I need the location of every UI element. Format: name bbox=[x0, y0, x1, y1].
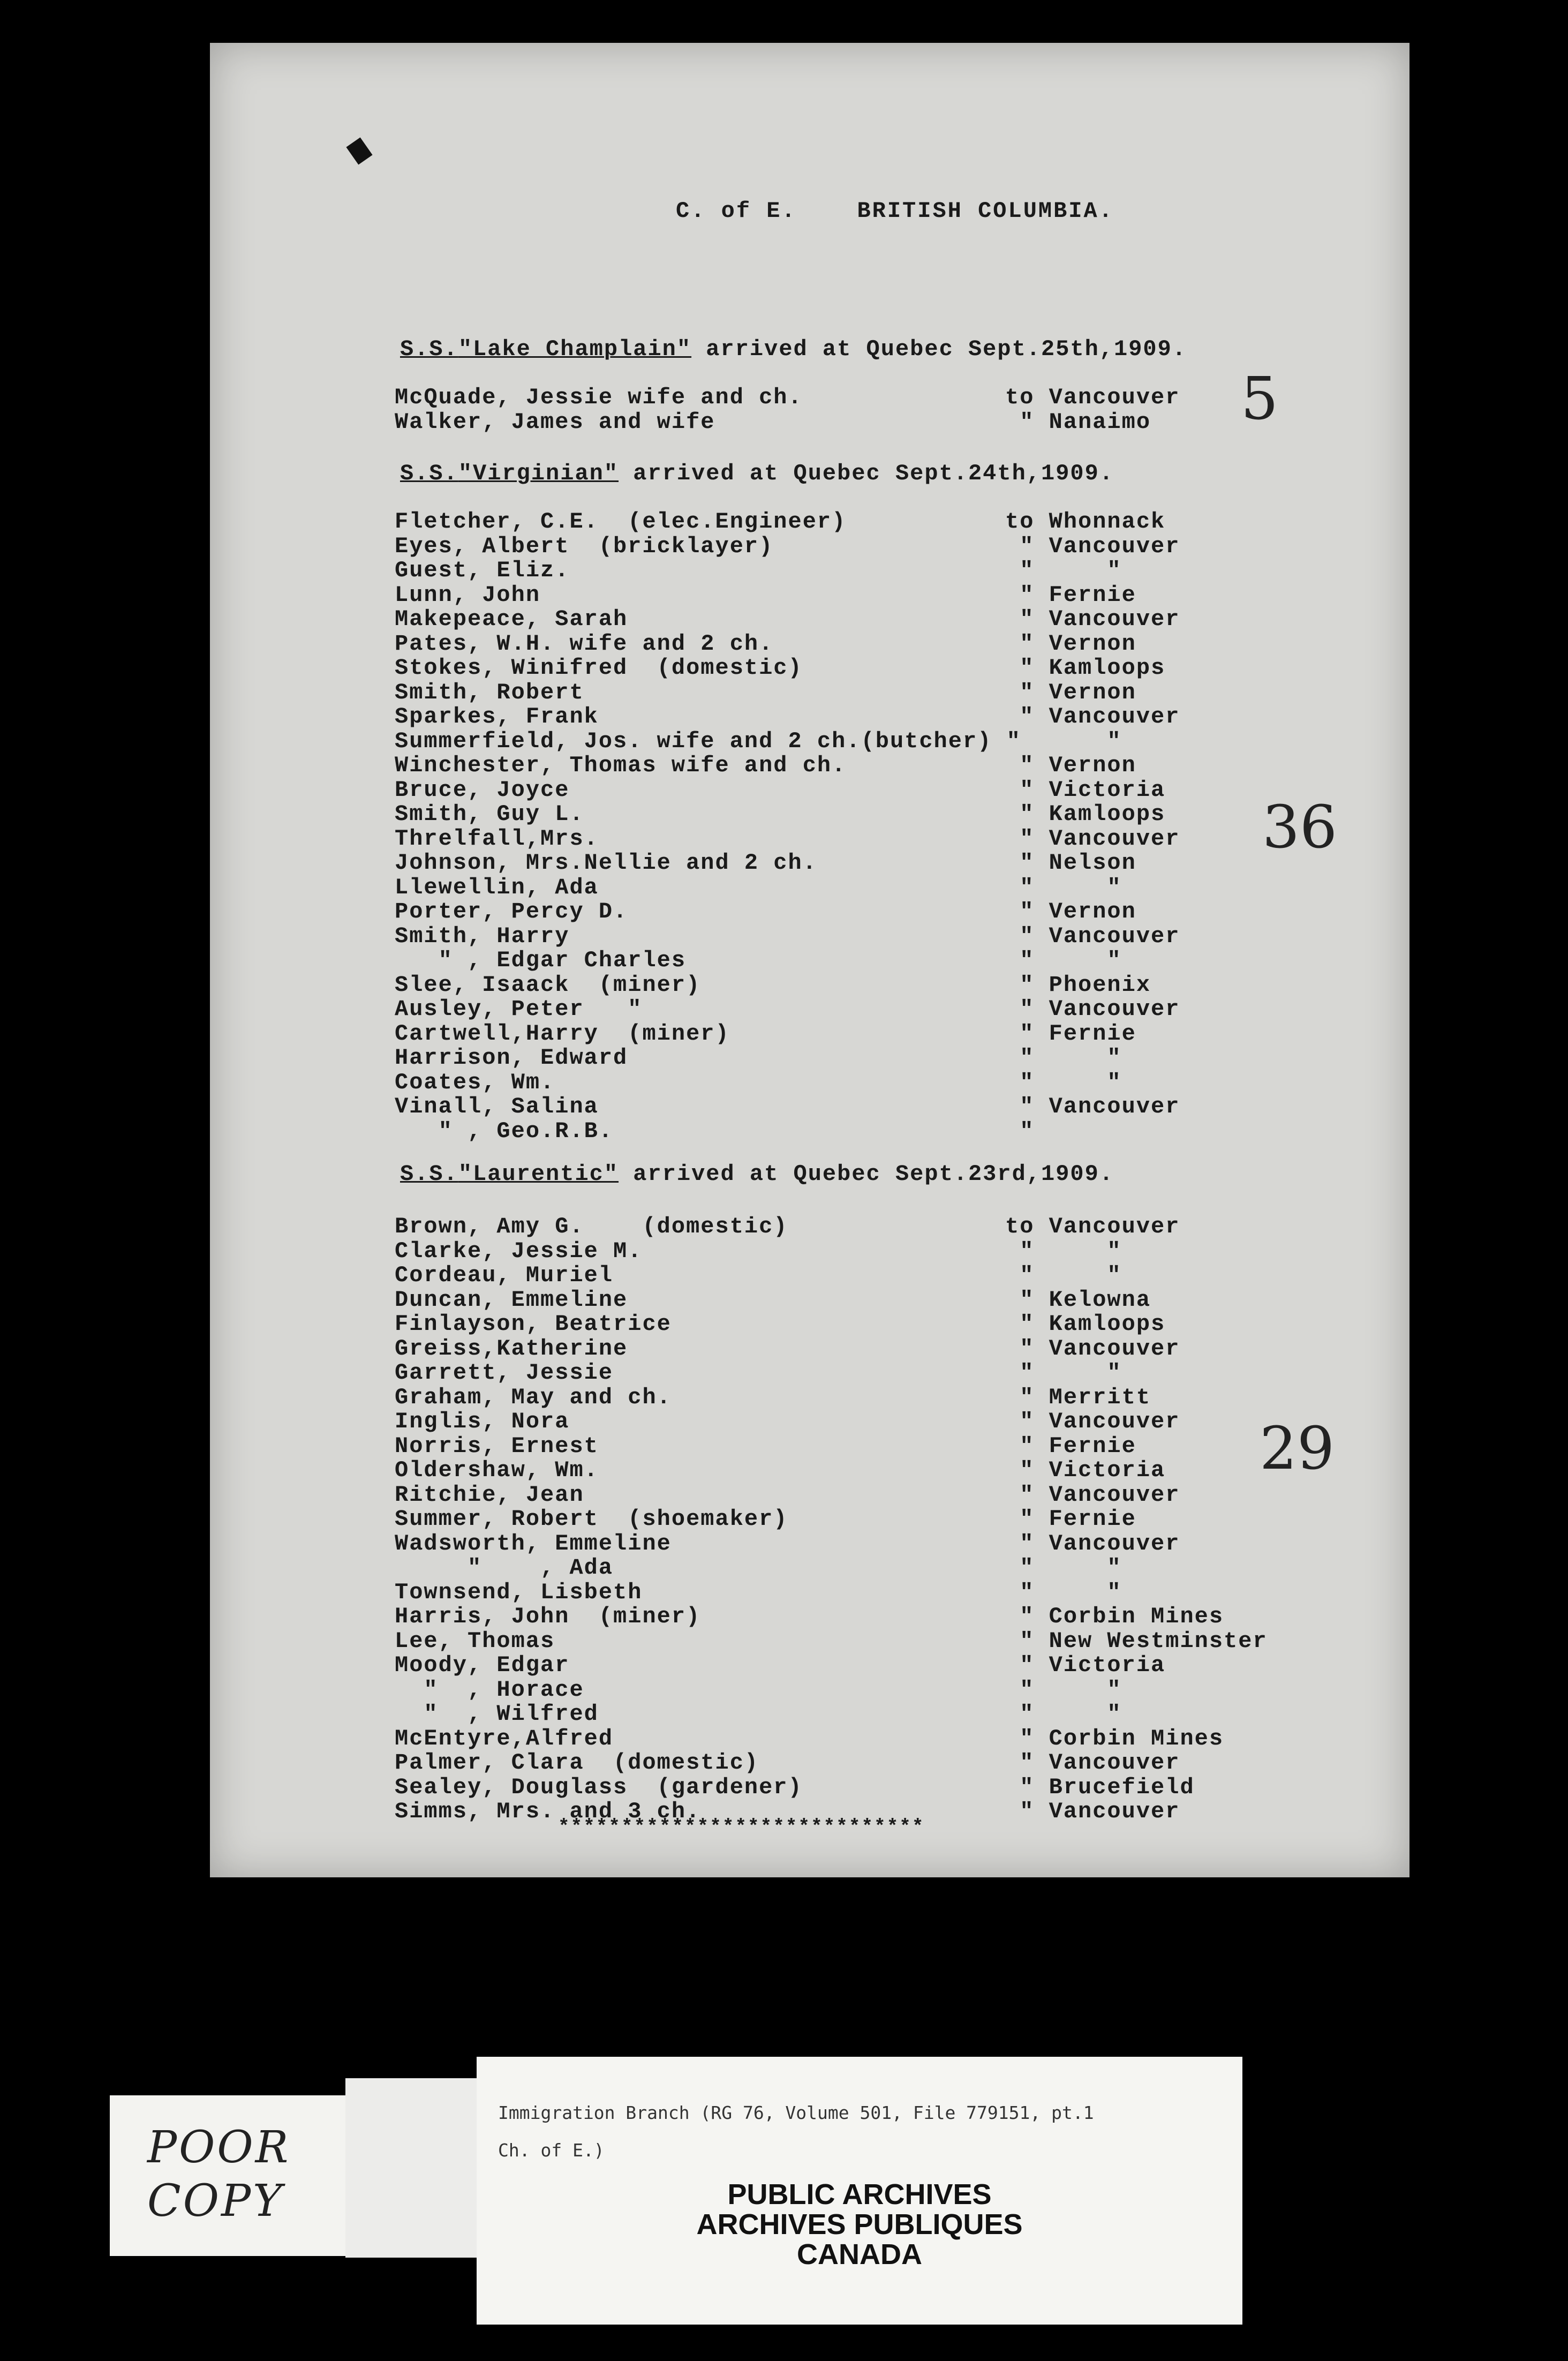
passenger-name: McEntyre,Alfred bbox=[395, 1725, 614, 1751]
passenger-name: " , Geo.R.B. bbox=[395, 1118, 614, 1144]
passenger-destination: " Vernon bbox=[1005, 753, 1136, 778]
passenger-destination: " Kamloops bbox=[1005, 1311, 1166, 1337]
passenger-destination: " Kelowna bbox=[1005, 1287, 1151, 1313]
poor-copy-card bbox=[110, 2095, 345, 2256]
passenger-destination: " Brucefield bbox=[1005, 1774, 1195, 1800]
passenger-destination: " " bbox=[1005, 1579, 1122, 1605]
passenger-destination: " Phoenix bbox=[1005, 972, 1151, 998]
passenger-name: Sparkes, Frank bbox=[395, 704, 599, 730]
poor-copy-line1: POOR bbox=[147, 2122, 291, 2173]
passenger-name: Summer, Robert (shoemaker) bbox=[395, 1506, 788, 1532]
archive-name-fr: ARCHIVES PUBLIQUES bbox=[696, 2208, 1023, 2240]
passenger-name: Simms, Mrs. and 3 ch. bbox=[395, 1799, 701, 1824]
poor-copy-line2: COPY bbox=[147, 2176, 284, 2227]
passenger-name: Sealey, Douglass (gardener) bbox=[395, 1774, 803, 1800]
passenger-destination: " Vancouver bbox=[1005, 1799, 1180, 1824]
passenger-destination: " Vancouver bbox=[1005, 1335, 1180, 1362]
passenger-destination: " " bbox=[1005, 1262, 1122, 1288]
passenger-destination: " " bbox=[1005, 1676, 1122, 1703]
handwritten-count: 5 bbox=[1241, 364, 1278, 433]
ship-arrival: arrived at Quebec Sept.24th,1909. bbox=[619, 461, 1114, 486]
ship-arrival: arrived at Quebec Sept.25th,1909. bbox=[691, 336, 1187, 362]
destinations-lake-champlain bbox=[1005, 386, 1180, 434]
passenger-destination: " Victoria bbox=[1005, 777, 1166, 803]
passenger-destination: " Vernon bbox=[1005, 630, 1136, 657]
passenger-name: Johnson, Mrs.Nellie and 2 ch. bbox=[395, 850, 817, 876]
reference-line2: Ch. of E.) bbox=[498, 2140, 605, 2161]
passenger-names-lake-champlain bbox=[395, 386, 803, 434]
passenger-name: McQuade, Jessie wife and ch. bbox=[395, 385, 803, 410]
passenger-name: Winchester, Thomas wife and ch. bbox=[395, 753, 847, 778]
passenger-name: Eyes, Albert (bricklayer) bbox=[395, 533, 774, 559]
destinations-laurentic bbox=[1005, 1215, 1268, 1824]
passenger-destination: " Vancouver bbox=[1005, 1094, 1180, 1119]
ship-name: "Laurentic" bbox=[458, 1161, 619, 1187]
destinations-virginian bbox=[1005, 510, 1180, 1144]
passenger-name: Harrison, Edward bbox=[395, 1045, 628, 1071]
passenger-destination: " Fernie bbox=[1005, 1506, 1136, 1532]
passenger-name: Ausley, Peter " bbox=[395, 996, 643, 1022]
handwritten-count: 36 bbox=[1262, 793, 1337, 861]
passenger-destination: " Vancouver bbox=[1005, 996, 1180, 1022]
passenger-destination: " Victoria bbox=[1005, 1457, 1166, 1483]
passenger-destination: " Vancouver bbox=[1005, 1409, 1180, 1434]
passenger-destination: " Kamloops bbox=[1005, 801, 1166, 827]
passenger-destination: " Kamloops bbox=[1005, 655, 1166, 681]
passenger-destination: " " bbox=[1005, 558, 1122, 583]
passenger-name: Vinall, Salina bbox=[395, 1094, 599, 1119]
passenger-name: Clarke, Jessie M. bbox=[395, 1238, 643, 1264]
passenger-name: " , Horace bbox=[395, 1676, 584, 1703]
passenger-name: Townsend, Lisbeth bbox=[395, 1579, 643, 1605]
passenger-name: Threlfall,Mrs. bbox=[395, 825, 599, 852]
passenger-name: Makepeace, Sarah bbox=[395, 606, 628, 632]
passenger-name: Lunn, John bbox=[395, 582, 541, 608]
passenger-destination: " " bbox=[1005, 1555, 1122, 1581]
archive-name-en: PUBLIC ARCHIVES bbox=[727, 2178, 992, 2210]
passenger-name: Fletcher, C.E. (elec.Engineer) bbox=[395, 509, 847, 535]
passenger-name: Palmer, Clara (domestic) bbox=[395, 1750, 759, 1776]
passenger-destination: " Vernon bbox=[1005, 679, 1136, 705]
passenger-name: " , Wilfred bbox=[395, 1701, 599, 1727]
passenger-name: Lee, Thomas bbox=[395, 1628, 555, 1654]
passenger-destination: " " bbox=[1005, 1238, 1122, 1264]
passenger-name: Harris, John (miner) bbox=[395, 1604, 701, 1629]
passenger-name: " , Ada bbox=[395, 1555, 614, 1581]
passenger-destination: " Vancouver bbox=[1005, 1750, 1180, 1776]
passenger-destination: " Fernie bbox=[1005, 582, 1136, 608]
handwritten-count: 29 bbox=[1260, 1414, 1335, 1483]
ship-arrival: arrived at Quebec Sept.23rd,1909. bbox=[619, 1161, 1114, 1187]
passenger-name: Wadsworth, Emmeline bbox=[395, 1530, 672, 1557]
passenger-name: Bruce, Joyce bbox=[395, 777, 570, 803]
passenger-name: Porter, Percy D. bbox=[395, 899, 628, 924]
passenger-name: Graham, May and ch. bbox=[395, 1384, 672, 1410]
archive-reference bbox=[498, 2094, 1094, 2169]
passenger-destination: " Vancouver bbox=[1005, 606, 1180, 632]
ship-prefix: S.S. bbox=[400, 461, 458, 486]
passenger-destination: " Nelson bbox=[1005, 850, 1136, 876]
page-title: C. of E. BRITISH COLUMBIA. bbox=[676, 198, 1114, 224]
passenger-destination: to Vancouver bbox=[1005, 385, 1180, 410]
document-page bbox=[210, 43, 1409, 1877]
passenger-destination: " bbox=[1005, 1118, 1035, 1144]
archives-label bbox=[477, 2057, 1242, 2325]
passenger-name: Garrett, Jessie bbox=[395, 1360, 614, 1386]
passenger-destination: " bbox=[1005, 728, 1122, 754]
passenger-destination: " New Westminster bbox=[1005, 1628, 1268, 1654]
passenger-name: Cartwell,Harry (miner) bbox=[395, 1020, 730, 1047]
ship-prefix: S.S. bbox=[400, 336, 458, 362]
passenger-name: Greiss,Katherine bbox=[395, 1335, 628, 1362]
passenger-destination: " Vancouver bbox=[1005, 825, 1180, 852]
passenger-destination: " Corbin Mines bbox=[1005, 1604, 1224, 1629]
passenger-name: Guest, Eliz. bbox=[395, 558, 570, 583]
passenger-destination: " " bbox=[1005, 1701, 1122, 1727]
archive-country: CANADA bbox=[797, 2238, 922, 2270]
ship-heading-virginian bbox=[400, 461, 1114, 486]
passenger-name: Smith, Harry bbox=[395, 923, 570, 949]
passenger-destination: " Vancouver bbox=[1005, 1482, 1180, 1508]
passenger-destination: " Vancouver bbox=[1005, 533, 1180, 559]
ship-name: "Lake Champlain" bbox=[458, 336, 692, 362]
reference-line1: Immigration Branch (RG 76, Volume 501, File 779151, pt.1 bbox=[498, 2102, 1094, 2123]
divider-stars: ***************************** bbox=[558, 1816, 925, 1838]
passenger-name: Inglis, Nora bbox=[395, 1409, 570, 1434]
passenger-destination: " Corbin Mines bbox=[1005, 1725, 1224, 1751]
passenger-name: Pates, W.H. wife and 2 ch. bbox=[395, 630, 774, 657]
passenger-name: Smith, Guy L. bbox=[395, 801, 584, 827]
passenger-name: Cordeau, Muriel bbox=[395, 1262, 614, 1288]
ship-name: "Virginian" bbox=[458, 461, 619, 486]
passenger-destination: to Whonnack bbox=[1005, 509, 1166, 535]
passenger-name: Ritchie, Jean bbox=[395, 1482, 584, 1508]
passenger-name: " , Edgar Charles bbox=[395, 948, 687, 973]
ship-heading-lake-champlain bbox=[400, 336, 1187, 362]
passenger-name: Coates, Wm. bbox=[395, 1069, 555, 1095]
passenger-destination: " " bbox=[1005, 948, 1122, 973]
ship-prefix: S.S. bbox=[400, 1161, 458, 1187]
passenger-destination: " " bbox=[1005, 874, 1122, 900]
label-side-card bbox=[345, 2078, 479, 2258]
passenger-name: Llewellin, Ada bbox=[395, 874, 599, 900]
passenger-destination: to Vancouver bbox=[1005, 1214, 1180, 1239]
passenger-destination: " Fernie bbox=[1005, 1020, 1136, 1047]
passenger-name: Smith, Robert bbox=[395, 679, 584, 705]
passenger-destination: " Fernie bbox=[1005, 1433, 1136, 1459]
passenger-destination: " Vancouver bbox=[1005, 704, 1180, 730]
passenger-name: Finlayson, Beatrice bbox=[395, 1311, 672, 1337]
passenger-destination: " Vancouver bbox=[1005, 1530, 1180, 1557]
passenger-name: Duncan, Emmeline bbox=[395, 1287, 628, 1313]
passenger-destination: " " bbox=[1005, 1045, 1122, 1071]
ship-heading-laurentic bbox=[400, 1161, 1114, 1187]
passenger-name: Brown, Amy G. (domestic) bbox=[395, 1214, 788, 1239]
passenger-destination: " " bbox=[1005, 1360, 1122, 1386]
passenger-destination: " Nanaimo bbox=[1005, 409, 1151, 435]
passenger-destination: " " bbox=[1005, 1069, 1122, 1095]
passenger-destination: " Vernon bbox=[1005, 899, 1136, 924]
passenger-name: Walker, James and wife bbox=[395, 409, 715, 435]
passenger-destination: " Merritt bbox=[1005, 1384, 1151, 1410]
passenger-destination: " Vancouver bbox=[1005, 923, 1180, 949]
passenger-name: Norris, Ernest bbox=[395, 1433, 599, 1459]
passenger-name: Oldershaw, Wm. bbox=[395, 1457, 599, 1483]
passenger-name: Moody, Edgar bbox=[395, 1652, 570, 1678]
passenger-name: Summerfield, Jos. wife and 2 ch.(butcher) " bbox=[395, 728, 1021, 754]
passenger-name: Stokes, Winifred (domestic) bbox=[395, 655, 803, 681]
passenger-destination: " Victoria bbox=[1005, 1652, 1166, 1678]
passenger-names-laurentic bbox=[395, 1215, 803, 1824]
passenger-names-virginian bbox=[395, 510, 1021, 1144]
passenger-name: Slee, Isaack (miner) bbox=[395, 972, 701, 998]
